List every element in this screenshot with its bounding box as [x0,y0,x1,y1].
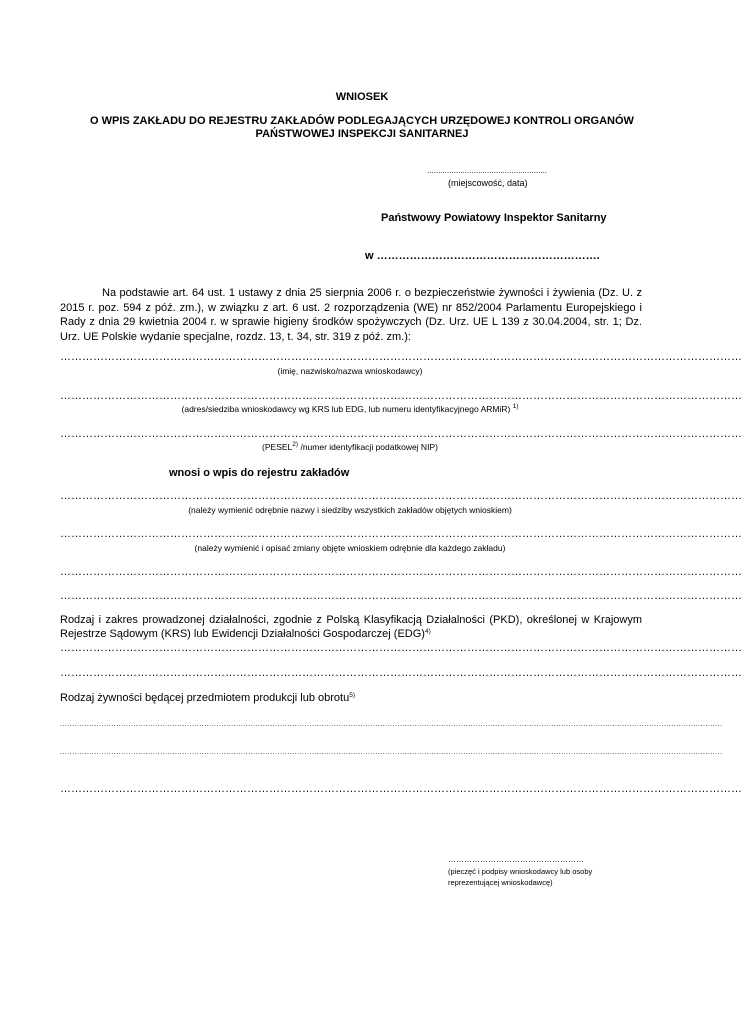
document-subtitle-line2: PAŃSTWOWEJ INSPEKCJI SANITARNEJ [255,128,469,140]
signature-field[interactable]: …………………………………………… [448,855,584,864]
activity-text-line1: Rodzaj i zakres prowadzonej działalności, zgodnie z Polską Klasyfikacją Działalności (PKD), określonej w Krajowym [60,614,642,626]
footnote-2-marker: 2) [292,441,299,448]
facilities-field[interactable]: …………………………………………………………………………………………………………………………………………………………………… [60,490,742,502]
activity-text-line2-row [60,628,431,640]
applicant-name-caption: (imię, nazwisko/nazwa wnioskodawcy) [277,366,423,376]
changes-field[interactable]: …………………………………………………………………………………………………………………………………………………………………… [60,528,742,540]
legal-basis-paragraph: Na podstawie art. 64 ust. 1 ustawy z dnia 25 sierpnia 2006 r. o bezpieczeństwie żywności i żywienia (Dz. U. z 2015 r. poz. 594 z póź. zm.), w związku z art. 6 ust. 2 rozporządzenia (WE) nr 852/2004 Parlamentu Europejskiego i Rady z dnia 29 kwietnia 2004 r. w sprawie higieny środków spożywczych (Dz. Urz. UE L 139 z 30.04.2004, str. 1; Dz. Urz. UE Polskie wydanie specjalne, rozdz. 13, t. 34, str. 319 z póź. zm.): [60,287,642,343]
pesel-nip-caption-row [60,442,640,452]
activity-field-line-2[interactable]: …………………………………………………………………………………………………………………………………………………………………… [60,667,742,679]
document-subtitle-line1: O WPIS ZAKŁADU DO REJESTRU ZAKŁADÓW PODLEGAJĄCYCH URZĘDOWEJ KONTROLI ORGANÓW [90,115,634,127]
footnote-5-marker: 5) [349,692,355,699]
food-field-line-3[interactable]: …………………………………………………………………………………………………………………………………………………………………… [60,783,742,795]
activity-text-line2: Rejestrze Sądowym (KRS) lub Ewidencji Działalności Gospodarczej (EDG) [60,628,425,640]
signature-caption-line2: reprezentującej wnioskodawcę) [448,878,553,887]
place-date-caption: (miejscowość, data) [448,178,528,188]
footnote-4-marker: 4) [424,628,431,635]
place-date-field[interactable]: ...................................................... [427,166,548,175]
pesel-nip-field[interactable]: …………………………………………………………………………………………………………………………………………………………………… [60,428,742,440]
applicant-address-caption: (adres/siedziba wnioskodawcy wg KRS lub EDG, lub numeru identyfikacyjnego ARMiR) [181,404,511,414]
addressee-location[interactable] [365,250,600,262]
activity-field-line-1[interactable]: …………………………………………………………………………………………………………………………………………………………………… [60,642,742,654]
pesel-label: (PESEL [262,442,293,452]
footnote-1-marker: 1) [512,403,519,410]
applicant-address-field[interactable]: …………………………………………………………………………………………………………………………………………………………………… [60,390,742,402]
nip-label: /numer identyfikacji podatkowej NIP) [300,442,438,452]
request-heading: wnosi o wpis do rejestru zakładów [169,467,350,479]
food-type-row [60,692,355,704]
document-title: WNIOSEK [335,91,389,103]
changes-extra-line-1[interactable]: …………………………………………………………………………………………………………………………………………………………………… [60,566,742,578]
applicant-address-caption-row [60,404,640,414]
addressee-in-prefix: w [365,250,374,262]
addressee-title: Państwowy Powiatowy Inspektor Sanitarny [381,212,607,224]
changes-caption: (należy wymienić i opisać zmiany objęte wnioskiem odrębnie dla każdego zakładu) [194,543,506,553]
signature-caption-line1: (pieczęć i podpisy wnioskodawcy lub osoby [448,867,593,876]
food-type-label: Rodzaj żywności będącej przedmiotem produkcji lub obrotu [60,692,350,704]
food-field-line-2[interactable]: ............................................................................................................................................................................................................................................................................... [60,749,723,756]
facilities-caption: (należy wymienić odrębnie nazwy i siedziby wszystkich zakładów objętych wnioskiem) [188,505,512,515]
addressee-location-dots: ……………………………………………………. [376,250,600,262]
changes-extra-line-2[interactable]: …………………………………………………………………………………………………………………………………………………………………… [60,590,742,602]
food-field-line-1[interactable]: ............................................................................................................................................................................................................................................................................... [60,721,723,728]
applicant-name-field[interactable]: …………………………………………………………………………………………………………………………………………………………………… [60,351,742,363]
